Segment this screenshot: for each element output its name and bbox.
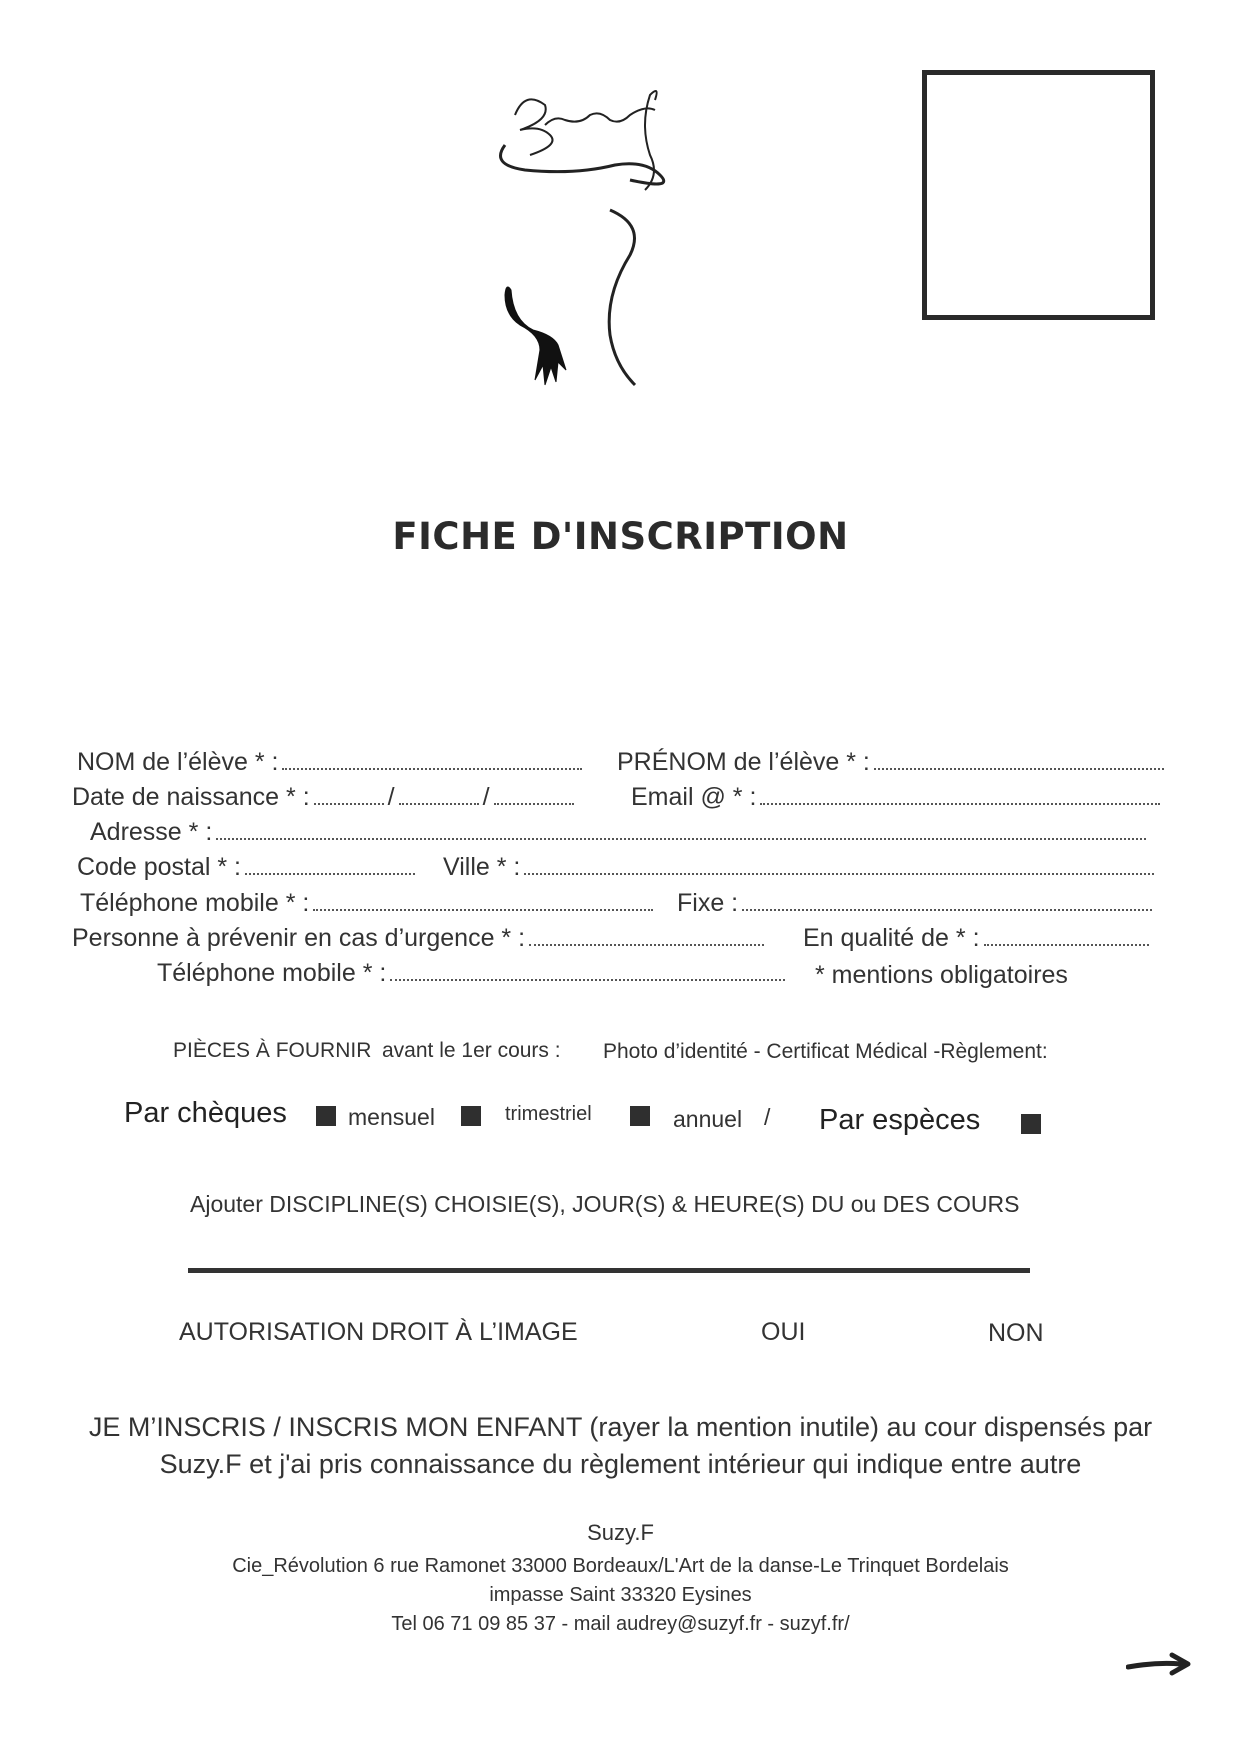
ville-label: Ville * : (443, 853, 521, 881)
footer-name: Suzy.F (587, 1520, 654, 1545)
date-slash-1: / (387, 783, 395, 811)
prenom-field[interactable] (617, 748, 1168, 777)
trimestriel-label: trimestriel (505, 1103, 592, 1125)
mensuel-label: mensuel (348, 1104, 435, 1130)
adresse-blank[interactable] (216, 837, 1146, 840)
email-blank[interactable] (760, 802, 1160, 805)
page-title: FICHE D'INSCRIPTION (392, 515, 849, 558)
qualite-field[interactable] (803, 924, 1153, 953)
engagement-line-2: Suzy.F et j'ai pris connaissance du règlement intérieur qui indique entre autre (159, 1449, 1082, 1479)
payment-separator: / (764, 1104, 771, 1130)
fixe-label: Fixe : (677, 889, 739, 917)
qualite-label: En qualité de * : (803, 924, 980, 952)
date-slash-2: / (482, 783, 490, 811)
personne-urgence-blank[interactable] (529, 943, 764, 946)
droit-image-non[interactable]: NON (988, 1319, 1044, 1347)
ville-field[interactable] (443, 853, 1158, 882)
engagement-line-1: JE M’INSCRIS / INSCRIS MON ENFANT (rayer la mention inutile) au cour dispensés par (88, 1412, 1153, 1442)
footer-address-1: Cie_Révolution 6 rue Ramonet 33000 Bordeaux/L'Art de la danse-Le Trinquet Bordelais (232, 1555, 1009, 1577)
prenom-blank[interactable] (874, 767, 1164, 770)
pieces-when: avant le 1er cours : (382, 1039, 561, 1062)
par-especes-label: Par espèces (819, 1104, 981, 1136)
code-postal-field[interactable] (77, 853, 419, 882)
adresse-label: Adresse * : (90, 818, 213, 846)
tel-mobile-label: Téléphone mobile * : (80, 889, 310, 917)
droit-image-label: AUTORISATION DROIT À L’IMAGE (179, 1318, 578, 1346)
mentions-obligatoires: * mentions obligatoires (815, 961, 1068, 989)
day-blank[interactable] (314, 802, 384, 805)
tel-mobile-2-blank[interactable] (390, 978, 785, 981)
tel-mobile-field[interactable] (80, 889, 657, 918)
date-naissance-label: Date de naissance * : (72, 783, 310, 811)
pieces-label: PIÈCES À FOURNIR (173, 1039, 372, 1062)
discipline-label: Ajouter DISCIPLINE(S) CHOISIE(S), JOUR(S) & HEURE(S) DU ou DES COURS (190, 1191, 1020, 1217)
droit-image-oui[interactable]: OUI (761, 1318, 806, 1346)
personne-urgence-field[interactable] (72, 924, 768, 953)
discipline-write-line[interactable] (188, 1268, 1030, 1273)
footer-contact: Tel 06 71 09 85 37 - mail audrey@suzyf.fr - suzyf.fr/ (391, 1613, 850, 1635)
footer-address-2: impasse Saint 33320 Eysines (489, 1584, 752, 1606)
tel-mobile-2-field[interactable] (157, 959, 789, 988)
prenom-label: PRÉNOM de l’élève * : (617, 748, 870, 776)
year-blank[interactable] (494, 802, 574, 805)
fixe-blank[interactable] (742, 908, 1152, 911)
qualite-blank[interactable] (984, 943, 1149, 946)
pieces-list: Photo d’identité - Certificat Médical -Règlement: (603, 1040, 1048, 1063)
par-cheques-label: Par chèques (124, 1097, 287, 1129)
fixe-field[interactable] (677, 889, 1156, 918)
trimestriel-checkbox[interactable] (461, 1106, 481, 1126)
tel-mobile-blank[interactable] (313, 908, 653, 911)
especes-checkbox[interactable] (1021, 1114, 1041, 1134)
email-field[interactable] (631, 783, 1164, 812)
tel-mobile-2-label: Téléphone mobile * : (157, 959, 387, 987)
annuel-checkbox[interactable] (630, 1106, 650, 1126)
nom-label: NOM de l’élève * : (77, 748, 279, 776)
arrow-right-icon[interactable] (1126, 1651, 1192, 1677)
annuel-label: annuel (673, 1106, 743, 1132)
photo-placeholder-frame (922, 70, 1155, 320)
ville-blank[interactable] (524, 872, 1154, 875)
mensuel-checkbox[interactable] (316, 1106, 336, 1126)
personne-urgence-label: Personne à prévenir en cas d’urgence * : (72, 924, 526, 952)
adresse-field[interactable] (90, 818, 1150, 847)
month-blank[interactable] (399, 802, 479, 805)
code-postal-label: Code postal * : (77, 853, 241, 881)
email-label: Email @ * : (631, 783, 757, 811)
code-postal-blank[interactable] (245, 872, 415, 875)
nom-field[interactable] (77, 748, 586, 777)
date-naissance-field[interactable] (72, 783, 578, 812)
nom-blank[interactable] (282, 767, 582, 770)
dancer-silhouette-logo (495, 85, 705, 405)
